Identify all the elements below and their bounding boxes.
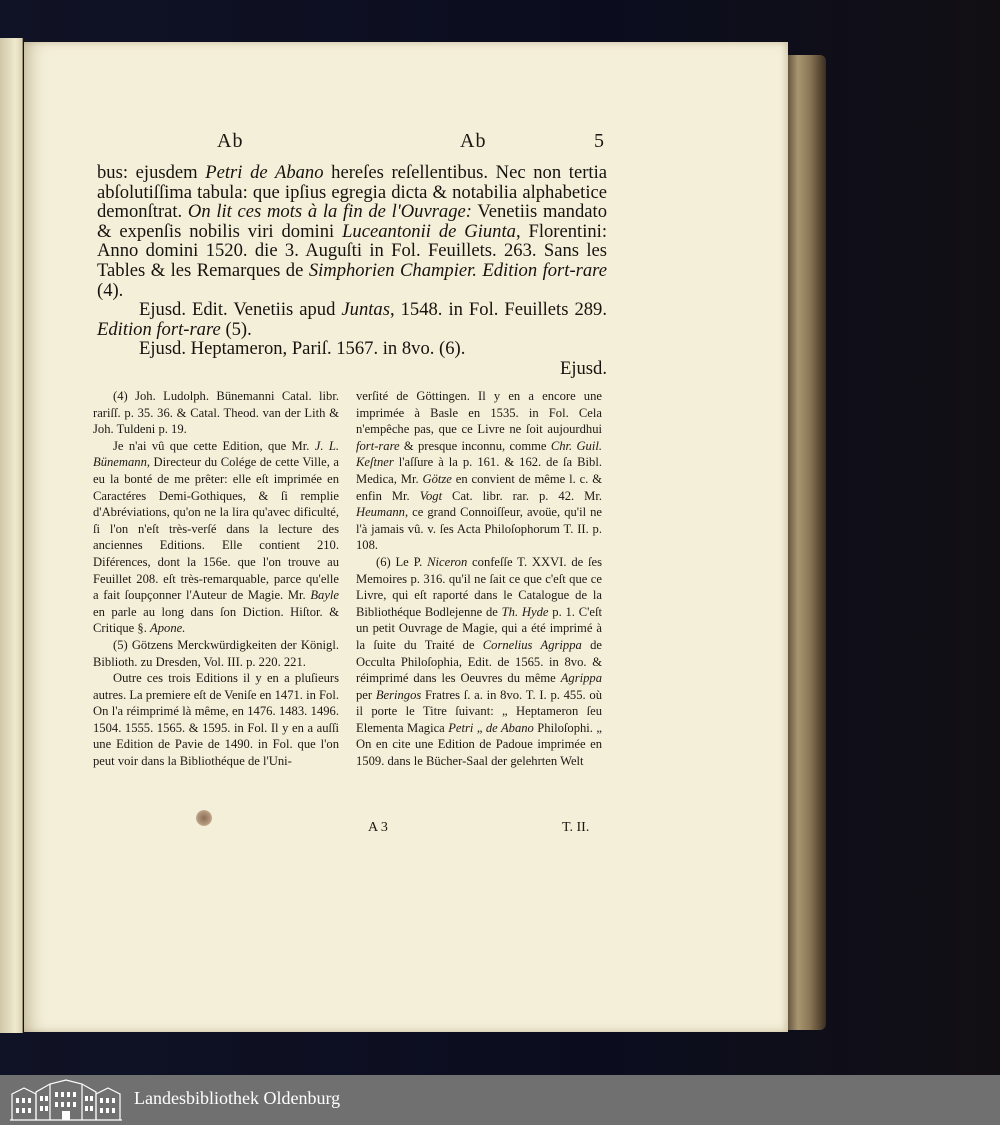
signature-mark: A 3 (368, 820, 388, 835)
library-building-icon (10, 1078, 122, 1122)
running-header-left: Ab (217, 130, 244, 152)
page-number: 5 (594, 130, 605, 152)
main-paragraph-3: Ejusd. Heptameron, Pariſ. 1567. in 8vo. (6). (139, 338, 466, 360)
ink-stain (196, 810, 212, 826)
running-header-center: Ab (460, 130, 487, 152)
main-text (97, 163, 607, 379)
footnote-5: (5) Götzens Merckwürdigkeiten der Königl. Biblioth. zu Dresden, Vol. III. p. 220. 221. (93, 637, 339, 669)
main-catchword: Ejusd. (559, 357, 607, 379)
footnote-4-commentary: Je n'ai vû que cette Edition, que Mr. J. L. Bünemann, Directeur du Colége de cette Ville, a eu la bonté de me prêter: elle eſt imprimée en Caractéres Demi-Gothiques, & ſi remplie d'Abréviations, qu'on ne la lira qu'avec dificulté, ſi l'on n'eſt très-verſé dans la lecture des anciennes Editions. Elle contient 210. Diférences, dont la 156e. que l'on trouve au Feuillet 208. eſt très-remarquable, parce qu'elle a fait ſoupçonner l'Auteur de Magie. Mr. Bayle en parle au long dans ſon Diction. Hiſtor. & Critique §. Apone. (93, 438, 339, 636)
main-paragraph-2: Ejusd. Edit. Venetiis apud Juntas, 1548. in Fol. Feuillets 289. Edition fort-rare (5). (97, 299, 607, 340)
main-paragraph-1: bus: ejusdem Petri de Abano hereſes reſellentibus. Nec non tertia abſolutiſſima tabula: que ipſius egregia dicta & notabilia alphabetice demonſtrat. On lit ces mots à la fin de l'Ouvrage: Venetiis mandato & expenſis nobilis viri domini Luceantonii de Giunta, Florentini: Anno domini 1520. die 3. Auguſti in Fol. Feuillets. 263. Sans les Tables & les Remarques de Simphorien Champier. Edition fort-rare (4). (97, 162, 607, 301)
footnote-6: (6) Le P. Niceron confeſſe T. XXVI. de ſes Memoires p. 316. qu'il ne ſait ce que c'eſt que ce Livre, qui eſt raporté dans le Catalogue de la Bibliothéque Bodlejenne de Th. Hyde p. 1. C'eſt un petit Ouvrage de Magie, qui a été imprimé à la ſuite du Traité de Cornelius Agrippa de Occulta Philoſophia, Edit. de 1565. in 8vo. & réimprimé dans les Oeuvres du même Agrippa per Beringos Fratres ſ. a. in 8vo. T. I. p. 455. où il porte le Titre ſuivant: „ Heptameron ſeu Elementa Magica Petri „ de Abano Philoſophi. „ On en cite une Edition de Padoue imprimée en 1509. dans le Bücher-Saal der gelehrten Welt (356, 554, 602, 769)
footnotes-right-column (356, 388, 602, 770)
footnotes-left-column (93, 388, 339, 770)
footnote-5-continued: verſité de Göttingen. Il y en a encore une imprimée à Basle en 1535. in Fol. Cela n'empêche pas, que ce Livre ne ſoit aujourdhui fort-rare & presque inconnu, comme Chr. Guil. Keſtner l'aſſure à la p. 161. & 162. de ſa Bibl. Medica, Mr. Götze en convient de même l. c. & enfin Mr. Vogt Cat. libr. rar. p. 42. Mr. Heumann, ce grand Connoiſſeur, avoüe, qu'il ne l'à jamais vû. v. ſes Acta Philoſophorum T. II. p. 108. (356, 389, 602, 553)
left-page-edge (0, 38, 23, 1033)
footer-institution-name: Landesbibliothek Oldenburg (134, 1088, 341, 1108)
book-cover-edge (786, 55, 826, 1030)
catchword-footer: T. II. (562, 820, 590, 835)
footnote-5-commentary: Outre ces trois Editions il y en a pluſieurs autres. La premiere eſt de Veniſe en 1471. in Fol. On l'a réimprimé là même, en 1476. 1483. 1496. 1504. 1555. 1565. & 1595. in Fol. Il y en a auſſi une Edition de Pavie de 1490. in Fol. que l'on peut voir dans la Bibliothéque de l'Uni- (93, 671, 339, 769)
footnote-4: (4) Joh. Ludolph. Bünemanni Catal. libr. rariſſ. p. 35. 36. & Catal. Theod. van der Lith & Joh. Tuldeni p. 19. (93, 389, 339, 437)
